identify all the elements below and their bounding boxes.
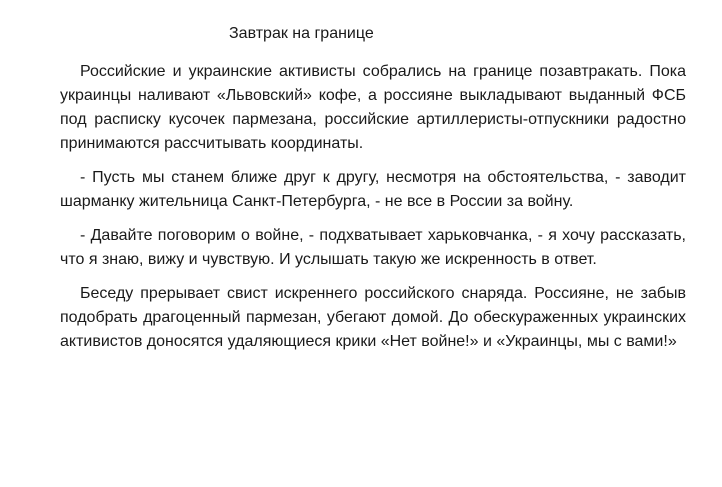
paragraph-4: Беседу прерывает свист искреннего российского снаряда. Россияне, не забыв подобрать драгоценный пармезан, убегают домой. До обескураженных украинских активистов доносятся удаляющиеся крики «Нет войне!» и «Украинцы, мы с вами!» [60, 285, 686, 350]
paragraph-3: - Давайте поговорим о войне, - подхватывает харьковчанка, - я хочу рассказать, что я знаю, вижу и чувствую. И услышать такую же искренность в ответ. [60, 227, 686, 268]
paragraph-1: Российские и украинские активисты собрались на границе позавтракать. Пока украинцы наливают «Львовский» кофе, а россияне выкладывают выданный ФСБ под расписку кусочек пармезана, российские артиллеристы-отпускники радостно принимаются рассчитывать координаты. [60, 63, 686, 152]
document-title: Завтрак на границе [229, 25, 374, 42]
document-page [60, 22, 686, 364]
paragraph-2: - Пусть мы станем ближе друг к другу, несмотря на обстоятельства, - заводит шарманку жительница Санкт-Петербурга, - не все в России за войну. [60, 169, 686, 210]
